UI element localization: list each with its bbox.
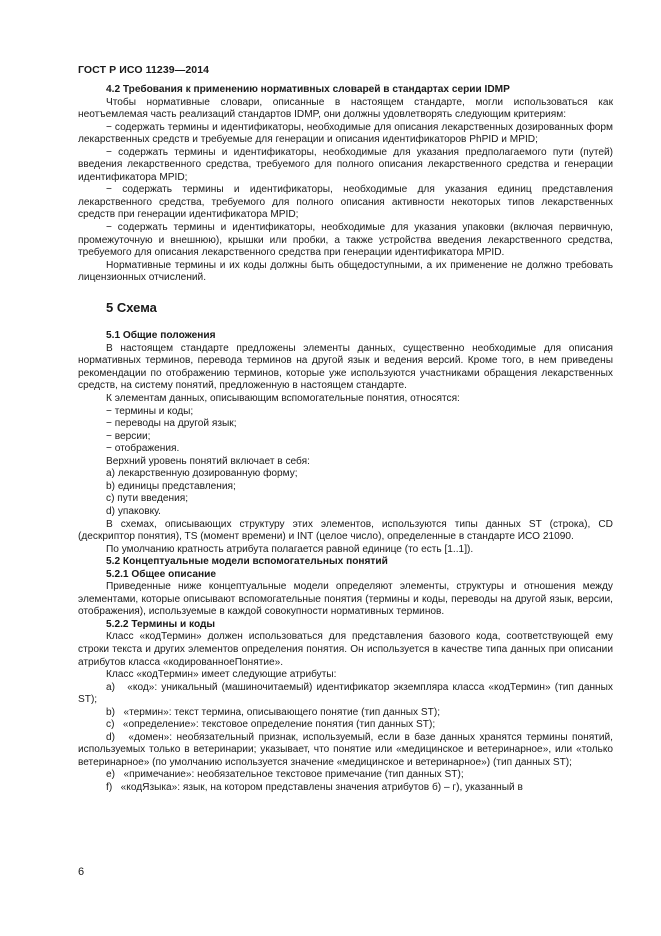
attribute-item: [78, 707, 613, 720]
list-item: [78, 506, 613, 519]
paragraph: По умолчанию кратность атрибута полагается равной единице (то есть [1..1]).: [106, 543, 474, 555]
list-marker: e): [106, 769, 116, 781]
list-marker: c): [106, 493, 115, 505]
section-5-title: 5 Схема: [106, 299, 157, 315]
page-content: [78, 84, 613, 795]
attribute-item: [78, 769, 613, 782]
list-marker: a): [106, 468, 116, 480]
list-text: лекарственную дозированную форму;: [117, 468, 298, 480]
paragraph: В настоящем стандарте предложены элементы данных, существенно необходимые для описания нормативных терминов, перевода терминов на другой язык и ведения версий. Кроме того, в нем приведены рекомендации по отображению терминов, которые уже используются участниками обращения лекарственных средств, на систему понятий, предложенную в настоящем стандарте.: [78, 342, 613, 392]
list-text: пути введения;: [117, 493, 189, 505]
list-item: [78, 493, 613, 506]
list-text: «термин»: текст термина, описывающего понятие (тип данных ST);: [123, 706, 441, 718]
list-item: − термины и коды;: [106, 405, 194, 417]
paragraph: Приведенные ниже концептуальные модели определяют элементы, структуры и отношения между элементами, которые описывают вспомогательные понятия (термины и коды, переводы на другой язык, версии, отображения), используемые в каждой совокупности нормативных терминов.: [78, 581, 613, 618]
list-text: «определение»: текстовое определение понятия (тип данных ST);: [122, 719, 436, 731]
list-marker: d): [106, 505, 116, 517]
list-marker: d): [106, 731, 116, 743]
attribute-item: [78, 682, 613, 707]
list-item: − отображения.: [106, 443, 180, 455]
section-5-2-1-title: 5.2.1 Общее описание: [106, 568, 216, 580]
list-item: − содержать термины и идентификаторы, необходимые для указания единиц представления лекарственного средства, требуемого для полного описания активности некоторых типов лекарственных средств при генерации идентификатора MPID;: [78, 184, 613, 221]
list-item: − содержать термины и идентификаторы, необходимые для указания упаковки (включая первичную, промежуточную и внешнюю), крышки или пробки, а также устройства введения лекарственного средства, требуемого для описания лекарственного средства при генерации идентификатора MPID.: [78, 222, 613, 259]
paragraph: Чтобы нормативные словари, описанные в настоящем стандарте, могли использоваться как неотъемлемая часть реализаций стандартов IDMP, они должны удовлетворять следующим критериям:: [78, 96, 613, 121]
list-text: «примечание»: необязательное текстовое примечание (тип данных ST);: [123, 769, 464, 781]
page-number: 6: [78, 866, 85, 878]
list-item: [78, 468, 613, 481]
list-item: − содержать термины и идентификаторы, необходимые для указания предполагаемого пути (путей) введения лекарственного средства, требуемого для полного описания лекарственного средства и генерации идентификатора MPID;: [78, 146, 613, 183]
paragraph: Класс «кодТермин» должен использоваться для представления базового кода, соответствующей ему строки текста и других элементов определения понятия. Он используется в качестве типа данных при описании атрибутов класса «кодированноеПонятие».: [78, 631, 613, 668]
list-marker: c): [106, 719, 115, 731]
list-text: упаковку.: [117, 505, 161, 517]
list-text: «домен»: необязательный признак, используемый, если в базе данных хранятся термины понятий, используемых только в ветеринарии; указывает, что понятие или «медицинское и ветеринарное», или «только ветеринарное» (по умолчанию используется значение «медицинское и ветеринарное») (тип данных ST);: [78, 731, 613, 768]
paragraph: Верхний уровень понятий включает в себя:: [106, 455, 310, 467]
list-item: − переводы на другой язык;: [106, 418, 237, 430]
paragraph: К элементам данных, описывающим вспомогательные понятия, относятся:: [106, 393, 460, 405]
list-item: [78, 481, 613, 494]
paragraph: Нормативные термины и их коды должны быть общедоступными, а их применение не должно требовать лицензионных отчислений.: [78, 259, 613, 284]
list-item: − содержать термины и идентификаторы, необходимые для описания лекарственных дозированных форм лекарственных средств и требуемые для генерации и описания идентификаторов PhPID и MPID;: [78, 121, 613, 146]
section-4-2-title: 4.2 Требования к применению нормативных словарей в стандартах серии IDMP: [106, 84, 510, 95]
attribute-item: [78, 732, 613, 770]
section-5-1-title: 5.1 Общие положения: [106, 330, 216, 342]
list-text: единицы представления;: [117, 480, 236, 492]
document-header: ГОСТ Р ИСО 11239—2014: [78, 64, 210, 76]
list-text: «код»: уникальный (машиночитаемый) идентификатор экземпляра класса «кодТермин» (тип данных ST);: [78, 681, 613, 706]
attribute-item: [78, 782, 613, 795]
list-marker: a): [106, 681, 116, 693]
section-5-2-title: 5.2 Концептуальные модели вспомогательных понятий: [106, 556, 388, 568]
list-item: − версии;: [106, 430, 151, 442]
list-marker: b): [106, 706, 116, 718]
list-text: «кодЯзыка»: язык, на котором представлены значения атрибутов б) – г), указанный в: [120, 781, 523, 793]
list-marker: f): [106, 781, 113, 793]
paragraph: Класс «кодТермин» имеет следующие атрибуты:: [106, 669, 337, 681]
section-5-2-2-title: 5.2.2 Термины и коды: [106, 618, 216, 630]
attribute-item: [78, 719, 613, 732]
paragraph: В схемах, описывающих структуру этих элементов, используются типы данных ST (строка), CD (дескриптор понятия), TS (момент времени) и INT (целое число), определенные в стандарте ИСО 21090.: [78, 518, 613, 543]
list-marker: b): [106, 480, 116, 492]
